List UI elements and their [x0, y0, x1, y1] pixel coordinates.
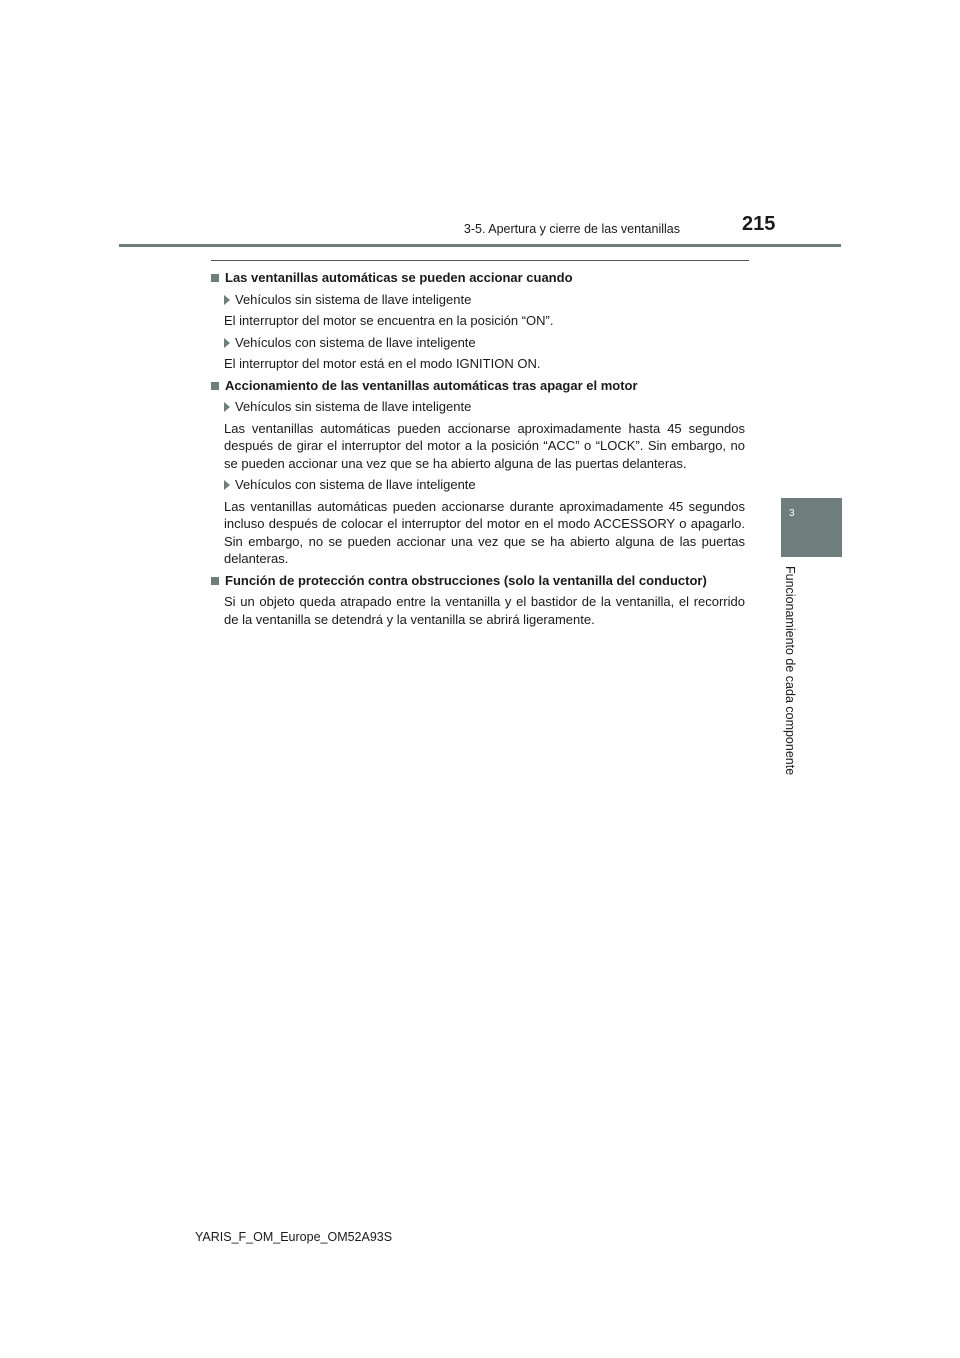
- chapter-label: Funcionamiento de cada componente: [783, 566, 797, 776]
- paragraph: El interruptor del motor se encuentra en la posición “ON”.: [224, 313, 554, 328]
- section-heading: [211, 269, 745, 287]
- section-heading: [211, 377, 745, 395]
- paragraph: Las ventanillas automáticas pueden accionarse durante aproximadamente 45 segundos incluso después de colocar el interruptor del motor en el modo ACCESSORY o apagarlo. Sin embargo, no se pueden accionar una vez que se ha abierto alguna de las puertas delanteras.: [224, 498, 745, 566]
- sub-heading-text: Vehículos sin sistema de llave inteligente: [235, 291, 472, 307]
- section-title: 3-5. Apertura y cierre de las ventanillas: [463, 222, 680, 236]
- sub-heading: [224, 291, 745, 309]
- sub-heading-text: Vehículos sin sistema de llave inteligente: [235, 399, 472, 414]
- content-body: [211, 269, 745, 632]
- square-bullet-icon: [211, 577, 219, 585]
- document-code: YARIS_F_OM_Europe_OM52A93S: [195, 1230, 393, 1244]
- square-bullet-icon: [211, 274, 219, 282]
- triangle-bullet-icon: [224, 402, 230, 412]
- heading-text: Accionamiento de las ventanillas automáticas tras apagar el motor: [225, 377, 638, 393]
- heading-text: Función de protección contra obstrucciones (solo la ventanilla del conductor): [225, 572, 707, 588]
- sub-heading: [224, 334, 745, 352]
- paragraph: Si un objeto queda atrapado entre la ventanilla y el bastidor de la ventanilla, el recorrido de la ventanilla se detendrá y la ventanilla se abrirá ligeramente.: [224, 594, 745, 627]
- square-bullet-icon: [211, 382, 219, 390]
- sub-heading: [224, 398, 745, 416]
- content-rule: [211, 260, 749, 261]
- heading-text: Las ventanillas automáticas se pueden accionar cuando: [225, 270, 573, 285]
- chapter-number: 3: [789, 508, 795, 519]
- triangle-bullet-icon: [224, 295, 230, 305]
- triangle-bullet-icon: [224, 480, 230, 490]
- triangle-bullet-icon: [224, 338, 230, 348]
- page-number: 215: [742, 213, 776, 235]
- sub-heading-text: Vehículos con sistema de llave inteligente: [235, 477, 476, 492]
- sub-heading-text: Vehículos con sistema de llave inteligente: [235, 334, 476, 350]
- section-heading: [211, 572, 745, 590]
- chapter-tab: [781, 498, 842, 557]
- paragraph: Las ventanillas automáticas pueden accionarse aproximadamente hasta 45 segundos después de girar el interruptor del motor a la posición “ACC” o “LOCK”. Sin embargo, no se pueden accionar una vez que se ha abierto alguna de las puertas delanteras.: [224, 420, 745, 471]
- sub-heading: [224, 476, 745, 494]
- header-rule: [119, 244, 841, 247]
- paragraph: El interruptor del motor está en el modo IGNITION ON.: [224, 356, 541, 371]
